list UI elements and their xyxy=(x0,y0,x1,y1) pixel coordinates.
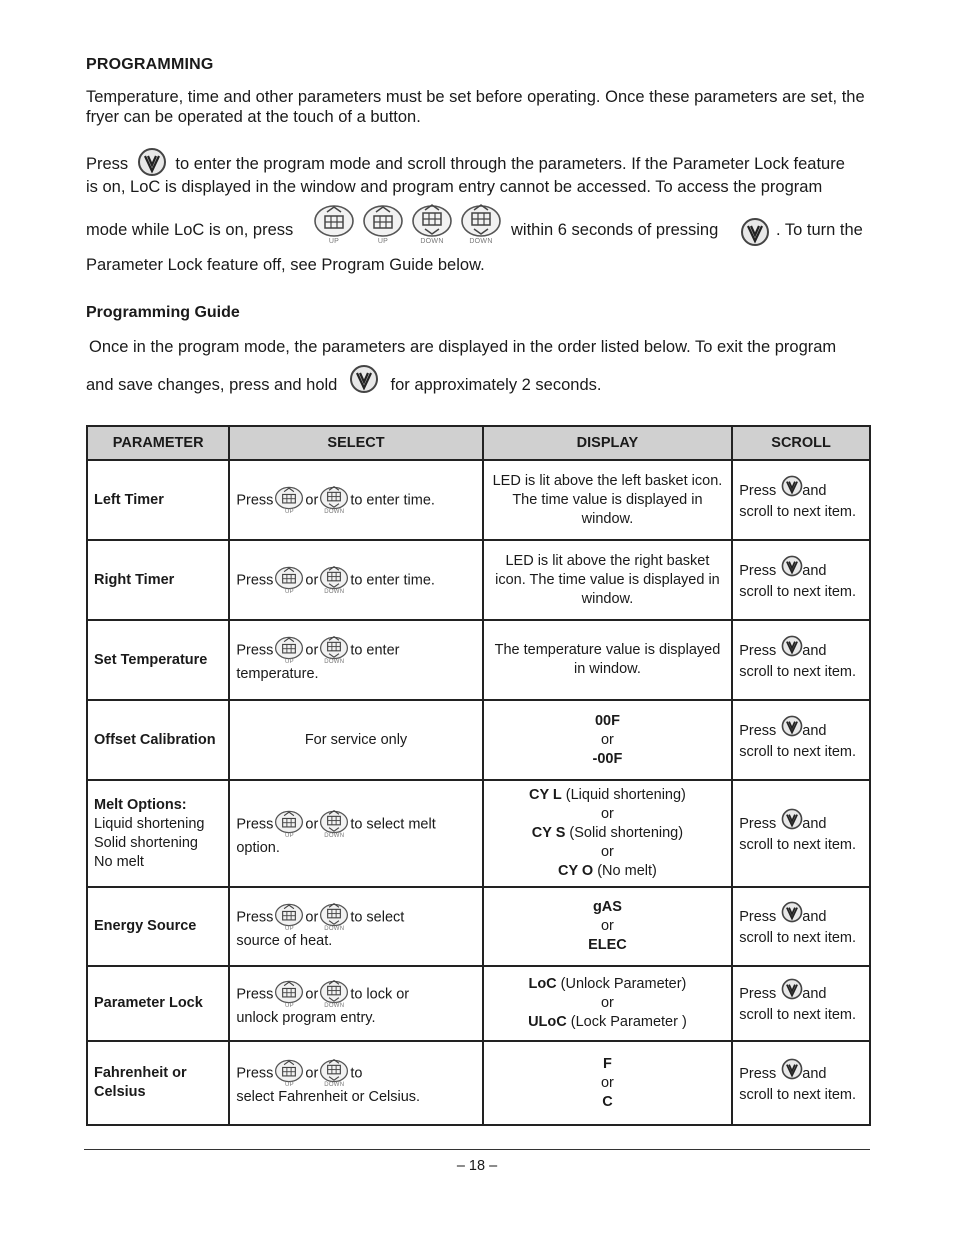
press-line-3: mode while LoC is on, press UP UP DOWN DOWN within 6 seconds of pressing . To turn the xyxy=(86,204,871,254)
program-button-icon xyxy=(780,475,804,503)
program-button-icon xyxy=(780,555,804,583)
select-line: Press UP or DOWN to enter time. xyxy=(236,486,475,515)
select-line-2: temperature. xyxy=(236,666,319,682)
table-row xyxy=(87,700,870,780)
press-line-2: is on, LoC is displayed in the window and program entry cannot be accessed. To access the program xyxy=(86,178,823,196)
select-line: Press UP or DOWN to select melt xyxy=(236,810,475,839)
parameter-cell xyxy=(87,620,229,700)
scroll-cell: Press and scroll to next item. xyxy=(732,1041,870,1125)
display-line: -00F xyxy=(592,750,623,767)
table-header-row xyxy=(87,426,870,460)
display-line: F xyxy=(603,1055,612,1072)
parameter-name: Parameter Lock xyxy=(94,995,203,1011)
down-button-icon: DOWN xyxy=(319,980,349,1009)
program-button-icon xyxy=(780,808,804,836)
display-cell xyxy=(483,780,733,887)
select-cell xyxy=(229,620,482,700)
guide-line-2: and save changes, press and hold for approximately 2 seconds. xyxy=(86,364,871,399)
select-cell xyxy=(229,966,482,1041)
display-line: or xyxy=(600,806,614,822)
select-cell xyxy=(229,540,482,620)
select-line-2: source of heat. xyxy=(236,932,333,949)
parameter-cell xyxy=(87,460,229,540)
parameter-name: Energy Source xyxy=(94,918,197,934)
scroll-cell: Press and scroll to next item. xyxy=(732,887,870,966)
table-row xyxy=(87,887,870,966)
display-line: LoC (Unlock Parameter) xyxy=(528,976,687,992)
scroll-cell: Press and scroll to next item. xyxy=(732,460,870,540)
parameter-cell xyxy=(87,887,229,966)
table-row xyxy=(87,966,870,1041)
select-line: Press UP or DOWN to enter time. xyxy=(236,566,475,595)
program-button-icon xyxy=(136,147,168,182)
program-button-icon xyxy=(739,217,771,252)
down-button-icon: DOWN xyxy=(319,636,349,665)
up-button-icon: UP xyxy=(274,903,304,932)
intro-paragraph: Temperature, time and other parameters must be set before operating. Once these parameters are set, the fryer can be operated at the touch of a button. xyxy=(86,88,865,126)
scroll-cell: Press and scroll to next item. xyxy=(732,780,870,887)
down-button-icon: DOWN xyxy=(319,903,349,932)
select-cell xyxy=(229,887,482,966)
program-button-icon xyxy=(780,901,804,929)
scroll-cell: Press and scroll to next item. xyxy=(732,700,870,780)
select-cell xyxy=(229,780,482,887)
up-button-icon: UP xyxy=(274,980,304,1009)
down-button-icon: DOWN xyxy=(319,486,349,515)
parameter-name: Right Timer xyxy=(94,571,175,588)
display-line: or xyxy=(600,844,614,860)
select-text: For service only xyxy=(304,731,408,748)
header-parameter: PARAMETER xyxy=(87,426,229,460)
header-select: SELECT xyxy=(229,426,482,460)
select-line-2: select Fahrenheit or Celsius. xyxy=(236,1089,421,1105)
scroll-cell: Press and scroll to next item. xyxy=(732,620,870,700)
parameter-cell xyxy=(87,966,229,1041)
display-cell xyxy=(483,700,733,780)
display-line: CY O (No melt) xyxy=(558,863,657,879)
table-row xyxy=(87,1041,870,1125)
down-button-icon: DOWN xyxy=(319,566,349,595)
select-cell xyxy=(229,700,482,780)
parameter-option: Liquid shortening xyxy=(94,815,205,832)
table-row xyxy=(87,620,870,700)
parameter-cell xyxy=(87,540,229,620)
program-button-icon xyxy=(780,1058,804,1086)
table-row xyxy=(87,540,870,620)
parameter-cell xyxy=(87,700,229,780)
parameter-option: Solid shortening xyxy=(94,834,198,851)
program-button-icon xyxy=(780,715,804,743)
display-line: C xyxy=(602,1093,613,1110)
display-line: CY S (Solid shortening) xyxy=(531,825,684,841)
display-cell xyxy=(483,887,733,966)
footer-divider xyxy=(84,1149,870,1150)
up-button-icon: UP xyxy=(274,636,304,665)
section-title: PROGRAMMING xyxy=(86,56,214,73)
program-button-icon xyxy=(348,364,380,399)
select-line: Press UP or DOWN to enter xyxy=(236,636,475,665)
down-button-icon: DOWN xyxy=(411,204,453,246)
select-cell xyxy=(229,1041,482,1125)
up-button-icon: UP xyxy=(274,810,304,839)
display-line: LED is lit above the left basket icon. The time value is displayed in window. xyxy=(492,472,723,527)
parameter-name: Set Temperature xyxy=(94,651,208,668)
parameter-name: Fahrenheit or Celsius xyxy=(94,1065,187,1100)
display-line: ELEC xyxy=(588,937,627,953)
guide-title: Programming Guide xyxy=(86,304,240,321)
select-line: Press UP or DOWN to lock or xyxy=(236,980,475,1009)
down-button-icon: DOWN xyxy=(460,204,502,246)
parameter-name: Offset Calibration xyxy=(94,731,216,748)
scroll-cell: Press and scroll to next item. xyxy=(732,540,870,620)
table-row xyxy=(87,780,870,887)
programming-guide-table xyxy=(86,425,871,1126)
guide-line-1: Once in the program mode, the parameters are displayed in the order listed below. To exit the program xyxy=(89,338,837,356)
header-scroll: SCROLL xyxy=(732,426,870,460)
display-line: or xyxy=(600,731,614,748)
display-line: or xyxy=(600,918,614,934)
display-cell xyxy=(483,460,733,540)
header-display: DISPLAY xyxy=(483,426,733,460)
display-line: CY L (Liquid shortening) xyxy=(528,787,686,803)
display-line: The temperature value is displayed in window. xyxy=(494,642,721,677)
parameter-cell xyxy=(87,780,229,887)
display-line: ULoC (Lock Parameter ) xyxy=(528,1014,687,1030)
display-line: LED is lit above the right basket icon. The time value is displayed in window. xyxy=(495,552,720,607)
table-row xyxy=(87,460,870,540)
up-button-icon: UP xyxy=(362,204,404,246)
down-button-icon: DOWN xyxy=(319,810,349,839)
parameter-name: Melt Options: xyxy=(94,796,187,813)
display-line: or xyxy=(600,995,614,1011)
up-button-icon: UP xyxy=(274,486,304,515)
up-button-icon: UP xyxy=(313,204,355,246)
select-cell xyxy=(229,460,482,540)
parameter-option: No melt xyxy=(94,853,144,870)
parameter-cell xyxy=(87,1041,229,1125)
select-line: Press UP or DOWN to xyxy=(236,1059,475,1088)
up-button-icon: UP xyxy=(274,566,304,595)
display-cell xyxy=(483,966,733,1041)
display-line: gAS xyxy=(592,899,622,915)
display-line: or xyxy=(600,1074,614,1091)
display-cell xyxy=(483,1041,733,1125)
up-button-icon: UP xyxy=(274,1059,304,1088)
parameter-name: Left Timer xyxy=(94,491,164,508)
select-line: Press UP or DOWN to select xyxy=(236,903,475,932)
program-button-icon xyxy=(780,978,804,1006)
select-line-2: unlock program entry. xyxy=(236,1009,376,1026)
program-button-icon xyxy=(780,635,804,663)
page-number: – 18 – xyxy=(456,1158,498,1174)
scroll-cell: Press and scroll to next item. xyxy=(732,966,870,1041)
display-line: 00F xyxy=(594,712,620,729)
display-cell xyxy=(483,540,733,620)
down-button-icon: DOWN xyxy=(319,1059,349,1088)
press-line-4: Parameter Lock feature off, see Program Guide below. xyxy=(86,256,485,274)
display-cell xyxy=(483,620,733,700)
select-line-2: option. xyxy=(236,839,280,856)
press-line-1: Press to enter the program mode and scroll through the parameters. If the Parameter Lock feature xyxy=(86,147,871,182)
